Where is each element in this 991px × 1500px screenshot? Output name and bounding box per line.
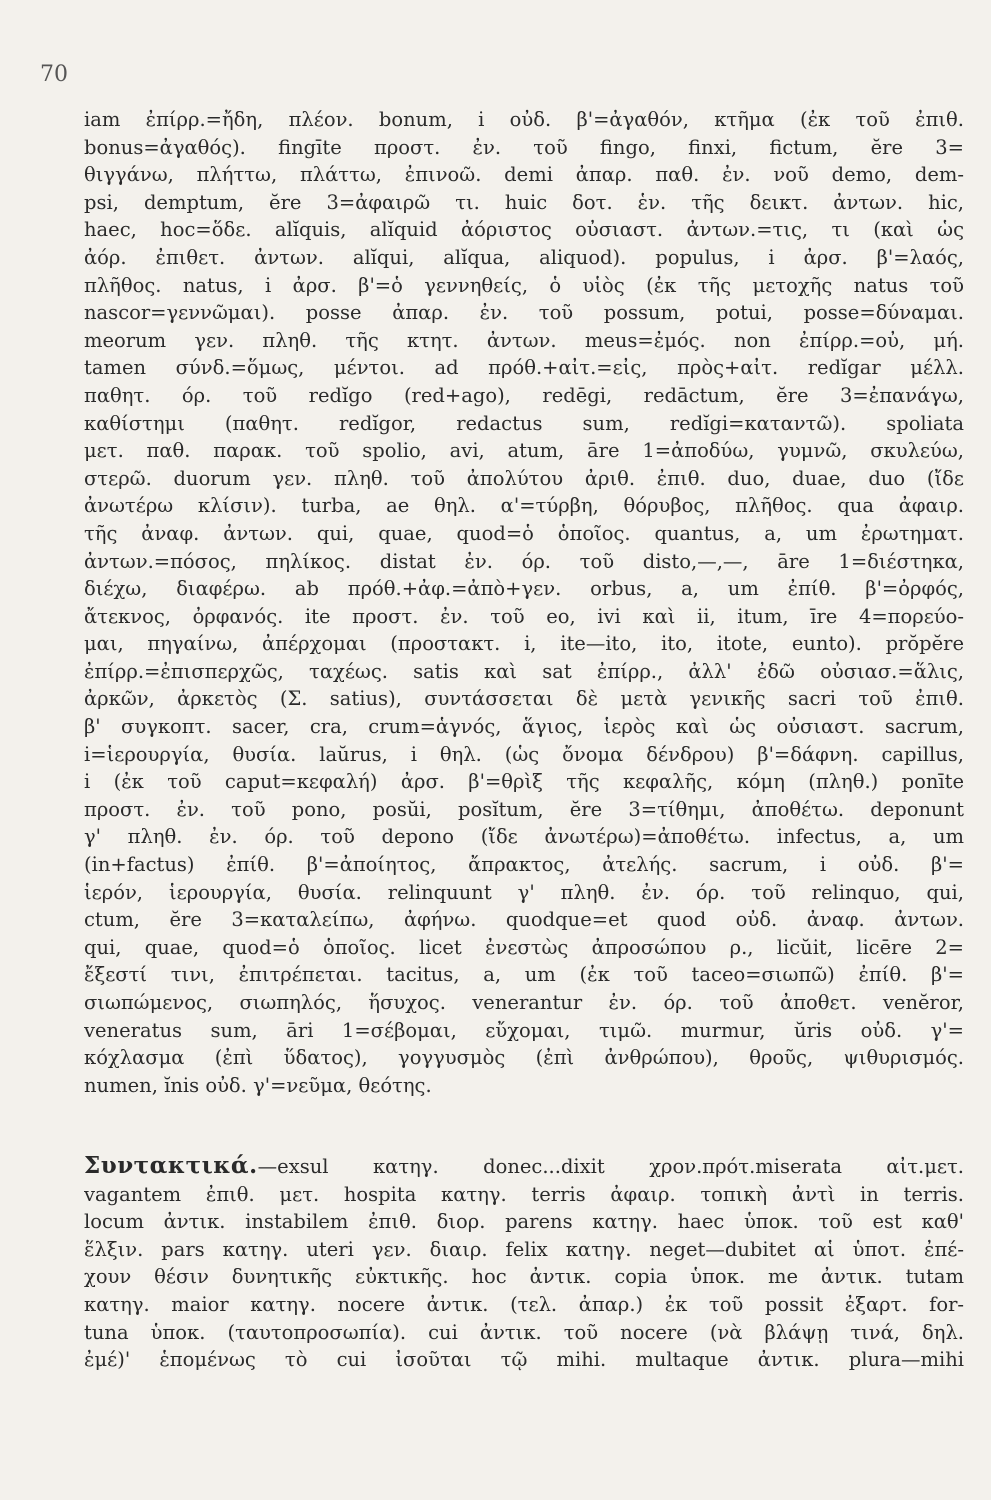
text-line: veneratus sum, āri 1=σέβομαι, εὔχομαι, τιμῶ. murmur, ŭris οὐδ. γ'= bbox=[84, 1018, 964, 1042]
text-line: numen, ĭnis οὐδ. γ'=νεῦμα, θεότης. bbox=[84, 1073, 432, 1097]
text-line: tuna ὑποκ. (ταυτοπροσωπία). cui ἀντικ. τοῦ nocere (νὰ βλάψῃ τινά, δηλ. bbox=[84, 1320, 964, 1344]
text-line: καθίστημι (παθητ. redĭgor, redactus sum, redĭgi=καταντῶ). spoliata bbox=[84, 411, 964, 435]
text-line: ἐπίρρ.=ἐπισπερχῶς, ταχέως. satis καὶ sat ἐπίρρ., ἀλλ' ἐδῶ οὐσιασ.=ἅλις, bbox=[84, 659, 964, 683]
text-line: haec, hoc=ὅδε. alĭquis, alĭquid ἀόριστος οὐσιαστ. ἀντων.=τις, τι (καὶ ὡς bbox=[84, 218, 964, 242]
text-line: παθητ. όρ. τοῦ redĭgo (red+ago), redēgi, redāctum, ĕre 3=ἐπανάγω, bbox=[84, 383, 964, 407]
text-line: i=ἱερουργία, θυσία. laŭrus, i θηλ. (ὡς ὄνομα δένδρου) β'=δάφνη. capillus, bbox=[84, 742, 964, 766]
text-line: κατηγ. maior κατηγ. nocere ἀντικ. (τελ. ἀπαρ.) ἐκ τοῦ possit ἐξαρτ. for- bbox=[84, 1292, 964, 1316]
text-line: psi, demptum, ĕre 3=ἀφαιρῶ τι. huic δοτ. ἑν. τῆς δεικτ. ἀντων. hic, bbox=[84, 190, 964, 214]
text-line: ἔξεστί τινι, ἐπιτρέπεται. tacitus, a, um (ἐκ τοῦ taceo=σιωπῶ) ἐπίθ. β'= bbox=[84, 963, 964, 987]
syntax-notes bbox=[84, 1152, 964, 1374]
text-line: στερῶ. duorum γεν. πληθ. τοῦ ἀπολύτου ἀριθ. ἐπιθ. duo, duae, duo (ἴδε bbox=[84, 466, 964, 490]
text-line: —exsul κατηγ. donec...dixit χρον.πρότ.miserata αἰτ.μετ. bbox=[257, 1155, 964, 1178]
text-line: qui, quae, quod=ὁ ὁποῖος. licet ἐνεστὼς ἀπροσώπου ρ., licŭit, licēre 2= bbox=[84, 935, 964, 959]
text-line: χουν θέσιν δυνητικῆς εὐκτικῆς. hoc ἀντικ. copia ὑποκ. me ἀντικ. tutam bbox=[84, 1265, 964, 1289]
text-line: iam ἐπίρρ.=ἤδη, πλέον. bonum, i οὐδ. β'=ἀγαθόν, κτῆμα (ἐκ τοῦ ἐπιθ. bbox=[84, 108, 964, 131]
text-line: κόχλασμα (ἐπὶ ὕδατος), γογγυσμὸς (ἐπὶ ἀνθρώπου), θροῦς, ψιθυρισμός. bbox=[84, 1046, 964, 1070]
text-line: bonus=ἀγαθός). fingīte προστ. ἐν. τοῦ fingo, finxi, fictum, ĕre 3= bbox=[84, 135, 964, 159]
text-line: ἀνωτέρω κλίσιν). turba, ae θηλ. α'=τύρβη, θόρυβος, πλῆθος. qua ἀφαιρ. bbox=[84, 494, 964, 518]
text-line: γ' πληθ. ἐν. όρ. τοῦ depono (ἴδε ἀνωτέρω)=ἀποθέτω. infectus, a, um bbox=[84, 825, 964, 849]
text-line: διέχω, διαφέρω. ab πρόθ.+ἀφ.=ἀπὸ+γεν. orbus, a, um ἐπίθ. β'=ὀρφός, bbox=[84, 577, 964, 601]
text-line: ἄτεκνος, ὀρφανός. ite προστ. ἐν. τοῦ eo, ivi καὶ ii, itum, īre 4=πορεύο- bbox=[84, 604, 964, 628]
section-heading: Συντακτικά. bbox=[84, 1152, 258, 1179]
text-line: vagantem ἐπιθ. μετ. hospita κατηγ. terris ἀφαιρ. τοπικὴ ἀντὶ in terris. bbox=[84, 1182, 964, 1206]
text-line: (in+factus) ἐπίθ. β'=ἀποίητος, ἄπρακτος, ἀτελής. sacrum, i οὐδ. β'= bbox=[84, 853, 964, 877]
text-line: θιγγάνω, πλήττω, πλάττω, ἐπινοῶ. demi ἀπαρ. παθ. ἐν. νοῦ demo, dem- bbox=[84, 163, 964, 187]
text-line: πλῆθος. natus, i ἀρσ. β'=ὁ γεννηθείς, ὁ υἱὸς (ἐκ τῆς μετοχῆς natus τοῦ bbox=[84, 273, 964, 297]
text-line: ἀντων.=πόσος, πηλίκος. distat ἐν. όρ. τοῦ disto,—,—, āre 1=διέστηκα, bbox=[84, 549, 964, 573]
text-line: ἐμέ)' ἑπομένως τὸ cui ἰσοῦται τῷ mihi. multaque ἀντικ. plura—mihi bbox=[84, 1348, 964, 1372]
syntax-first-line bbox=[84, 1152, 964, 1181]
text-line: tamen σύνδ.=ὅμως, μέντοι. ad πρόθ.+αἰτ.=εἰς, πρὸς+αἰτ. redĭgar μέλλ. bbox=[84, 356, 964, 380]
text-line: i (ἐκ τοῦ caput=κεφαλή) ἀρσ. β'=θρὶξ τῆς κεφαλῆς, κόμη (πληθ.) ponīte bbox=[84, 770, 964, 794]
text-line: τῆς ἀναφ. ἀντων. qui, quae, quod=ὁ ὁποῖος. quantus, a, um ἐρωτηματ. bbox=[84, 521, 964, 545]
text-line: ctum, ĕre 3=καταλείπω, ἀφήνω. quodque=et quod οὐδ. ἀναφ. ἀντων. bbox=[84, 908, 964, 932]
text-line: locum ἀντικ. instabilem ἐπιθ. διορ. parens κατηγ. haec ὑποκ. τοῦ est καθ' bbox=[84, 1210, 964, 1234]
text-line: nascor=γεννῶμαι). posse ἀπαρ. ἐν. τοῦ possum, potui, posse=δύναμαι. bbox=[84, 301, 964, 325]
page-number: 70 bbox=[40, 62, 68, 87]
vocabulary-notes bbox=[84, 106, 964, 1099]
text-line: μαι, πηγαίνω, ἀπέρχομαι (προστακτ. i, ite—ito, ito, itote, eunto). prŏpĕre bbox=[84, 632, 964, 656]
text-line: β' συγκοπτ. sacer, cra, crum=ἁγνός, ἅγιος, ἱερὸς καὶ ὡς οὐσιαστ. sacrum, bbox=[84, 715, 964, 739]
text-line: ἱερόν, ἱερουργία, θυσία. relinquunt γ' πληθ. ἐν. όρ. τοῦ relinquo, qui, bbox=[84, 880, 964, 904]
text-line: ἀρκῶν, ἀρκετὸς (Σ. satius), συντάσσεται δὲ μετὰ γενικῆς sacri τοῦ ἐπιθ. bbox=[84, 687, 964, 711]
text-line: μετ. παθ. παρακ. τοῦ spolio, avi, atum, āre 1=ἀποδύω, γυμνῶ, σκυλεύω, bbox=[84, 439, 964, 463]
text-line: σιωπώμενος, σιωπηλός, ἥσυχος. venerantur ἐν. όρ. τοῦ ἀποθετ. venĕror, bbox=[84, 991, 964, 1014]
text-line: ἀόρ. ἐπιθετ. ἀντων. alĭqui, alĭqua, aliquod). populus, i ἀρσ. β'=λαός, bbox=[84, 245, 964, 269]
text-line: προστ. ἐν. τοῦ pono, posŭi, posĭtum, ĕre 3=τίθημι, ἀποθέτω. deponunt bbox=[84, 797, 964, 821]
text-line: meorum γεν. πληθ. τῆς κτητ. ἀντων. meus=ἐμός. non ἐπίρρ.=οὐ, μή. bbox=[84, 328, 964, 352]
text-line: ἕλξιν. pars κατηγ. uteri γεν. διαιρ. felix κατηγ. neget—dubitet αἱ ὑποτ. ἐπέ- bbox=[84, 1237, 964, 1261]
